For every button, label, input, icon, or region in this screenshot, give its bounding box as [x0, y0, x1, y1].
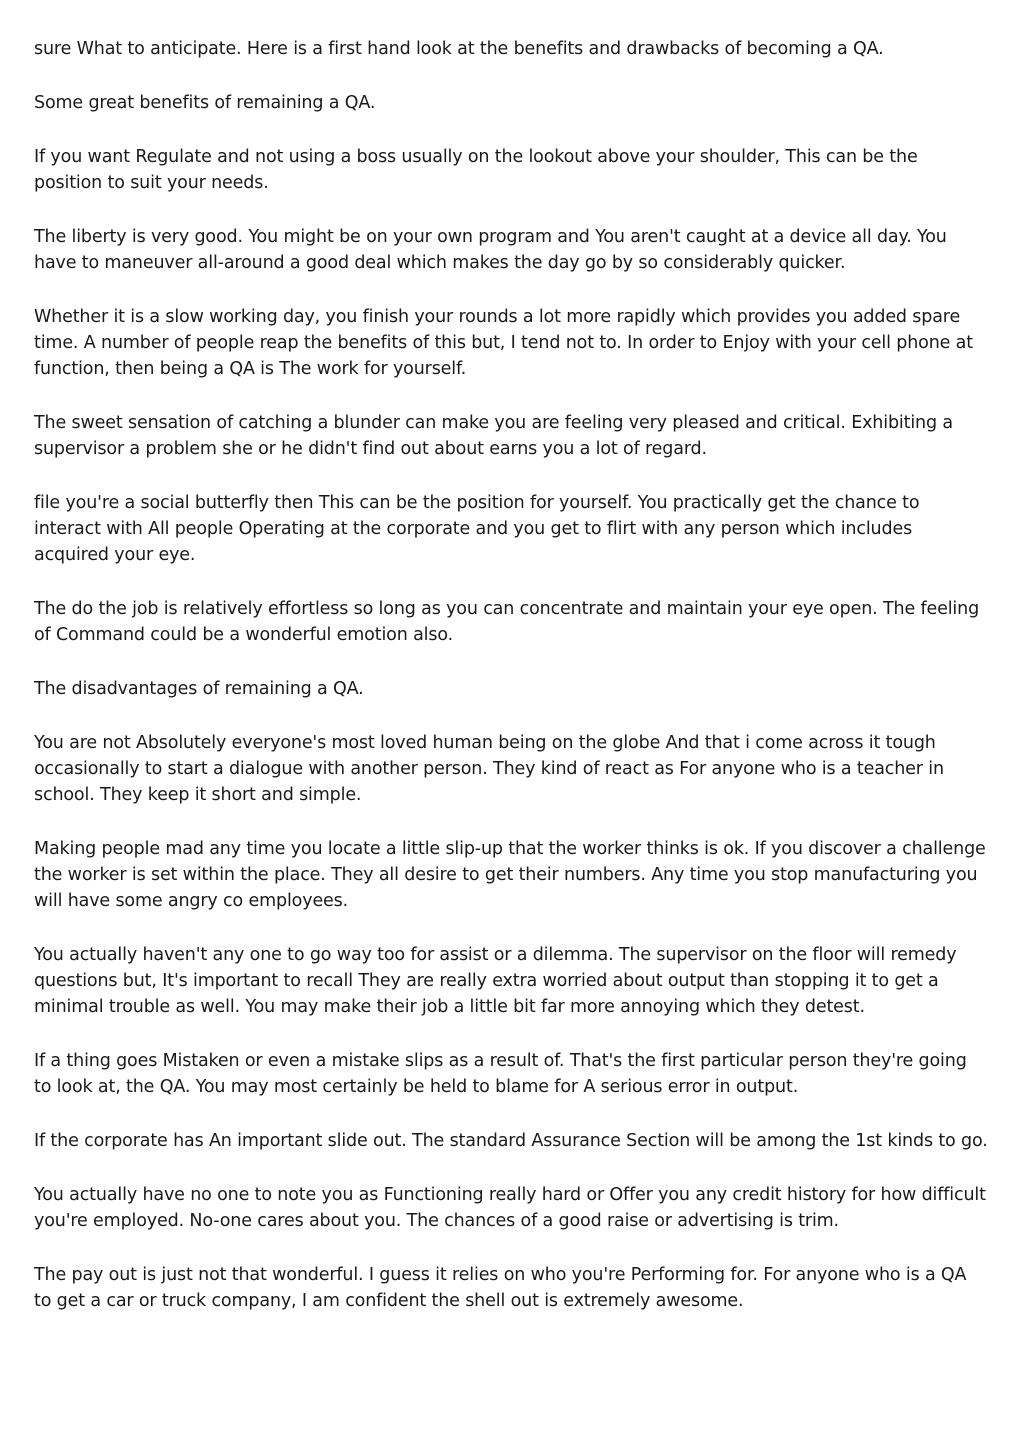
paragraph: You are not Absolutely everyone's most loved human being on the globe And that i come across it tough occasionally to start a dialogue with another person. They kind of react as For anyone who is a teacher in school. They keep it short and simple.: [34, 733, 944, 805]
paragraph: The sweet sensation of catching a blunder can make you are feeling very pleased and critical. Exhibiting a supervisor a problem she or he didn't find out about earns you a lot of regard.: [34, 413, 953, 459]
paragraph: Whether it is a slow working day, you finish your rounds a lot more rapidly which provides you added spare time. A number of people reap the benefits of this but, I tend not to. In order to Enjoy with your cell phone at function, then being a QA is The work for yourself.: [34, 307, 973, 379]
paragraph: If a thing goes Mistaken or even a mistake slips as a result of. That's the first particular person they're going to look at, the QA. You may most certainly be held to blame for A serious error in output.: [34, 1051, 967, 1097]
paragraph: The liberty is very good. You might be on your own program and You aren't caught at a device all day. You have to maneuver all-around a good deal which makes the day go by so considerably quicker.: [34, 227, 947, 273]
paragraph: The disadvantages of remaining a QA.: [34, 679, 364, 699]
paragraph: Some great benefits of remaining a QA.: [34, 93, 376, 113]
paragraph: file you're a social butterfly then This can be the position for yourself. You practically get the chance to interact with All people Operating at the corporate and you get to flirt with any person which includes acquired your eye.: [34, 493, 920, 565]
paragraph: The do the job is relatively effortless so long as you can concentrate and maintain your eye open. The feeling of Command could be a wonderful emotion also.: [34, 599, 980, 645]
paragraph: If the corporate has An important slide out. The standard Assurance Section will be among the 1st kinds to go.: [34, 1131, 988, 1151]
paragraph: You actually have no one to note you as Functioning really hard or Offer you any credit history for how difficult you're employed. No-one cares about you. The chances of a good raise or advertising is trim.: [34, 1185, 986, 1231]
paragraph: sure What to anticipate. Here is a first hand look at the benefits and drawbacks of becoming a QA.: [34, 39, 884, 59]
paragraph: If you want Regulate and not using a boss usually on the lookout above your shoulder, This can be the position to suit your needs.: [34, 147, 918, 193]
paragraph: Making people mad any time you locate a little slip-up that the worker thinks is ok. If you discover a challenge the worker is set within the place. They all desire to get their numbers. Any time you stop manufacturing you will have some angry co employees.: [34, 839, 986, 911]
paragraph: You actually haven't any one to go way too for assist or a dilemma. The supervisor on the floor will remedy questions but, It's important to recall They are really extra worried about output than stopping it to get a minimal trouble as well. You may make their job a little bit far more annoying which they detest.: [34, 945, 957, 1017]
paragraph: The pay out is just not that wonderful. I guess it relies on who you're Performing for. For anyone who is a QA to get a car or truck company, I am confident the shell out is extremely awesome.: [34, 1265, 967, 1311]
